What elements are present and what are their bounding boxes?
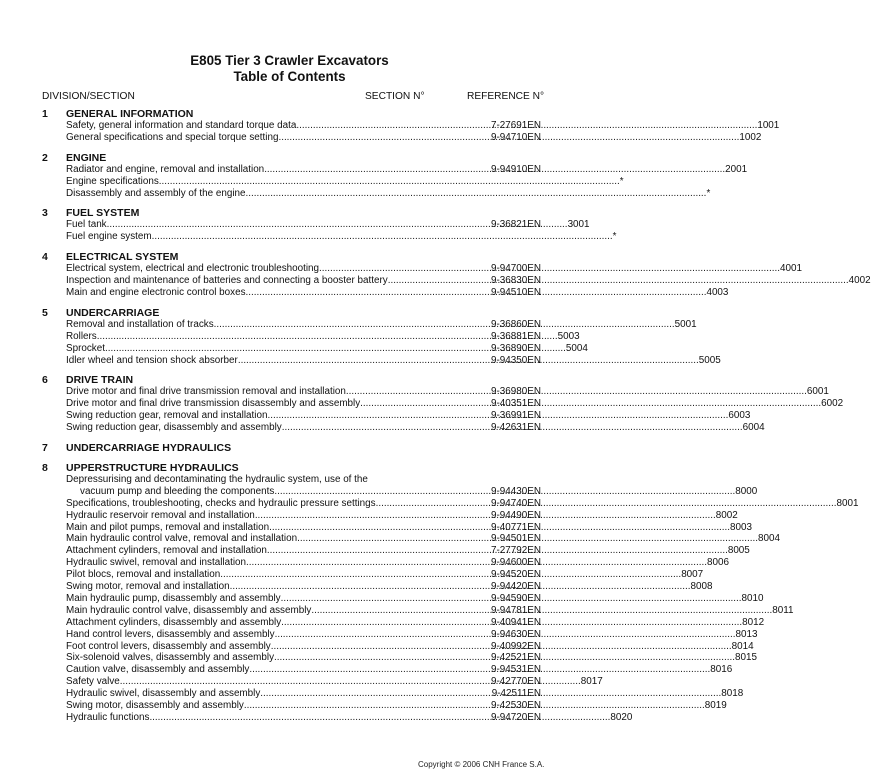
entry-title: Main and pilot pumps, removal and installation — [66, 521, 270, 533]
toc-entry — [0, 318, 697, 331]
toc-entry — [0, 604, 794, 617]
entry-section-number: 8002 — [715, 509, 738, 521]
entry-section-number: 1002 — [739, 131, 762, 143]
toc-entry — [0, 640, 754, 653]
entry-reference-number: 9-36980EN — [491, 386, 541, 398]
toc-entry — [0, 497, 859, 510]
entry-title: Swing motor, disassembly and assembly — [66, 699, 244, 711]
entry-section-number: 8014 — [731, 640, 754, 652]
entry-section-number: 8018 — [721, 688, 744, 700]
entry-section-number: * — [612, 231, 617, 243]
entry-line — [66, 231, 617, 243]
section-number: 1 — [42, 108, 48, 120]
entry-reference-number: 9-40351EN — [491, 398, 541, 410]
section-name: UPPERSTRUCTURE HYDRAULICS — [66, 462, 239, 475]
section-heading — [0, 108, 579, 120]
toc-section — [0, 207, 617, 243]
entry-title: Rollers — [66, 330, 97, 342]
toc-section — [0, 251, 871, 299]
dot-leader — [260, 688, 721, 700]
section-number: 8 — [42, 462, 48, 475]
section-number: 4 — [42, 251, 48, 264]
dot-leader — [246, 188, 707, 200]
section-heading — [0, 207, 579, 219]
toc-entry — [0, 652, 757, 664]
entry-reference-number: 9-94350EN — [491, 354, 541, 366]
entry-reference-number: 7-27691EN — [491, 120, 541, 131]
dot-leader — [214, 319, 675, 331]
entry-reference-number: 9-40941EN — [491, 616, 541, 628]
dot-leader — [388, 275, 849, 287]
toc-entry — [0, 219, 590, 231]
entry-reference-number: 9-94710EN — [491, 131, 541, 143]
entry-title: Main and engine electronic control boxes — [66, 287, 246, 299]
dot-leader — [159, 176, 620, 188]
entry-reference-number: 9-36821EN — [491, 219, 541, 231]
entry-title: Specifications, troubleshooting, checks and hydraulic pressure settings — [66, 497, 376, 509]
toc-entry — [0, 231, 617, 243]
entry-section-number: 6004 — [742, 422, 765, 434]
entry-reference-number: 9-94420EN — [491, 581, 541, 593]
dot-leader — [246, 557, 707, 569]
dot-leader — [249, 664, 710, 676]
toc-entry — [0, 163, 748, 176]
dot-leader — [149, 712, 610, 724]
entry-reference-number: 9-94520EN — [491, 569, 541, 581]
entry-title: Main hydraulic control valve, disassembly and assembly — [66, 604, 312, 616]
toc-entry — [0, 386, 829, 398]
dot-leader — [319, 263, 780, 275]
entry-title: Hydraulic functions — [66, 711, 150, 723]
section-number: 5 — [42, 306, 48, 319]
entry-title: Main hydraulic pump, disassembly and assembly — [66, 592, 281, 604]
entry-section-number: 8004 — [758, 533, 780, 545]
toc-entry — [0, 509, 738, 522]
toc-section — [0, 442, 579, 454]
toc-entry — [0, 581, 713, 593]
entry-reference-number: 9-94700EN — [491, 263, 541, 275]
entry-reference-number: 9-42511EN — [491, 688, 541, 700]
entry-reference-number: 9-94910EN — [491, 163, 541, 175]
entry-section-number: * — [619, 175, 624, 187]
toc-entry — [0, 398, 844, 410]
entry-title: General specifications and special torque setting — [66, 131, 279, 143]
section-name: ELECTRICAL SYSTEM — [66, 251, 179, 264]
document-title — [0, 53, 579, 84]
toc-entry — [0, 628, 758, 641]
entry-section-number: 5005 — [698, 354, 721, 366]
dot-leader — [311, 605, 772, 617]
entry-reference-number: 9-94510EN — [491, 287, 541, 299]
entry-section-number: 8006 — [706, 557, 729, 569]
entry-reference-number: 9-94781EN — [491, 604, 541, 616]
entry-title: Foot control levers, disassembly and assembly — [66, 640, 271, 652]
entry-reference-number: 9-42530EN — [491, 699, 541, 711]
entry-section-number: 1001 — [757, 120, 780, 131]
toc-entry — [0, 287, 729, 299]
entry-section-number: 4003 — [706, 287, 729, 299]
entry-section-number: 8007 — [681, 569, 704, 581]
entry-section-number: 6001 — [806, 386, 829, 398]
toc-entry — [0, 275, 871, 287]
section-name: DRIVE TRAIN — [66, 374, 134, 387]
dot-leader — [97, 331, 558, 343]
toc-section — [0, 151, 748, 200]
toc-entry — [0, 474, 579, 486]
entry-section-number: 8019 — [704, 699, 727, 711]
toc-entry — [0, 131, 762, 144]
toc-entry — [0, 410, 751, 422]
section-number: 2 — [42, 151, 48, 164]
entry-title: Inspection and maintenance of batteries and connecting a booster battery — [66, 275, 388, 287]
toc-entry — [0, 187, 711, 200]
entry-title: Pilot blocs, removal and installation — [66, 569, 221, 581]
entry-title: Fuel tank — [66, 219, 107, 231]
dot-leader — [376, 498, 837, 510]
entry-title: Caution valve, disassembly and assembly — [66, 664, 250, 676]
entry-reference-number: 9-94590EN — [491, 592, 541, 604]
section-heading — [0, 442, 579, 454]
column-header-division: DIVISION/SECTION — [42, 91, 135, 102]
entry-section-number: 5001 — [674, 318, 697, 330]
entry-section-number: 8000 — [735, 485, 758, 497]
entry-reference-number: 9-36890EN — [491, 342, 541, 354]
entry-title: Safety valve — [66, 676, 120, 688]
toc-entry — [0, 342, 588, 355]
entry-reference-number: 9-94430EN — [491, 485, 541, 497]
entry-section-number: 8011 — [772, 604, 794, 616]
toc-entry — [0, 485, 758, 498]
dot-leader — [220, 569, 681, 581]
entry-section-number: 8015 — [734, 652, 757, 664]
toc-entry — [0, 175, 624, 188]
entry-reference-number: 9-42521EN — [491, 652, 541, 664]
entry-title: Six-solenoid valves, disassembly and assembly — [66, 652, 275, 664]
copyright-footer: Copyright © 2006 CNH France S.A. — [418, 760, 545, 769]
entry-line — [66, 175, 624, 188]
dot-leader — [346, 386, 807, 398]
section-number: 3 — [42, 207, 48, 220]
toc-entry — [0, 422, 765, 434]
entry-reference-number: 9-42770EN — [491, 676, 541, 688]
entry-reference-number: 9-94501EN — [491, 533, 541, 545]
toc-entry — [0, 120, 780, 132]
column-header-reference-number: REFERENCE N° — [467, 91, 545, 102]
toc-entry — [0, 533, 780, 545]
section-number: 7 — [42, 442, 48, 455]
entry-title: Electrical system, electrical and electronic troubleshooting — [66, 263, 320, 275]
entry-title: Engine specifications — [66, 175, 159, 187]
dot-leader — [360, 398, 821, 410]
entry-reference-number: 9-40992EN — [491, 640, 541, 652]
entry-title: vacuum pump and bleeding the components — [80, 485, 275, 497]
entry-section-number: 8008 — [690, 581, 713, 593]
entry-reference-number: 9-94490EN — [491, 509, 541, 521]
entry-line — [66, 474, 368, 486]
toc-entry — [0, 592, 764, 605]
entry-title: Disassembly and assembly of the engine — [66, 187, 246, 199]
title-line-1: E805 Tier 3 Crawler Excavators — [190, 53, 389, 68]
entry-reference-number: 9-42631EN — [491, 422, 541, 434]
toc-entry — [0, 263, 802, 275]
entry-reference-number: 9-40771EN — [491, 521, 541, 533]
entry-reference-number: 9-36991EN — [491, 410, 541, 422]
entry-section-number: 4001 — [779, 263, 802, 275]
entry-section-number: 4002 — [848, 275, 871, 287]
entry-line — [66, 187, 711, 200]
entry-reference-number: 9-94630EN — [491, 628, 541, 640]
section-name: UNDERCARRIAGE HYDRAULICS — [66, 442, 232, 455]
entry-title: Swing reduction gear, disassembly and assembly — [66, 422, 282, 434]
entry-title: Sprocket — [66, 342, 105, 354]
section-name: GENERAL INFORMATION — [66, 108, 194, 120]
dot-leader — [246, 287, 707, 299]
entry-section-number: 5004 — [565, 342, 588, 354]
dot-leader — [238, 355, 699, 367]
entry-title: Depressurising and decontaminating the hydraulic system, use of the — [66, 474, 368, 486]
section-heading — [0, 462, 579, 474]
entry-title: Hand control levers, disassembly and assembly — [66, 628, 275, 640]
entry-reference-number: 9-36860EN — [491, 318, 541, 330]
toc-section — [0, 374, 844, 434]
toc-section — [0, 108, 780, 144]
entry-section-number: 8005 — [727, 545, 750, 557]
entry-section-number: 8017 — [580, 676, 603, 688]
entry-title: Attachment cylinders, disassembly and assembly — [66, 616, 282, 628]
toc-section — [0, 462, 859, 724]
section-heading — [0, 251, 579, 263]
toc-entry — [0, 331, 579, 343]
entry-title: Drive motor and final drive transmission disassembly and assembly — [66, 398, 361, 410]
title-line-2: Table of Contents — [233, 68, 346, 84]
entry-title: Fuel engine system — [66, 231, 152, 243]
entry-title: Safety, general information and standard torque data — [66, 120, 297, 131]
section-number: 6 — [42, 374, 48, 387]
toc-entry — [0, 521, 753, 534]
dot-leader — [244, 700, 705, 712]
toc-entry — [0, 676, 603, 688]
toc-entry — [0, 557, 729, 569]
entry-section-number: 6003 — [728, 410, 751, 422]
entry-title: Idler wheel and tension shock absorber — [66, 354, 238, 366]
entry-title: Swing reduction gear, removal and installation — [66, 410, 268, 422]
entry-section-number: 8001 — [836, 497, 859, 509]
entry-title: Hydraulic swivel, disassembly and assembly — [66, 688, 261, 700]
entry-title: Radiator and engine, removal and installation — [66, 163, 265, 175]
toc-entry — [0, 545, 750, 557]
dot-leader — [230, 581, 691, 593]
toc-entry — [0, 711, 633, 724]
entry-section-number: 8020 — [610, 711, 633, 723]
entry-section-number: 8016 — [710, 664, 733, 676]
toc-entry — [0, 699, 727, 712]
entry-reference-number: 9-36830EN — [491, 275, 541, 287]
toc-entry — [0, 664, 733, 676]
entry-reference-number: 9-94740EN — [491, 497, 541, 509]
toc-entry — [0, 354, 721, 367]
entry-reference-number: 9-94600EN — [491, 557, 541, 569]
entry-reference-number: 9-94531EN — [491, 664, 541, 676]
section-name: UNDERCARRIAGE — [66, 306, 160, 319]
toc-entry — [0, 616, 765, 629]
entry-section-number: 8010 — [741, 592, 764, 604]
toc-entry — [0, 688, 744, 700]
entry-section-number: 5003 — [557, 330, 580, 342]
entry-title: Hydraulic swivel, removal and installation — [66, 557, 247, 569]
entry-title: Attachment cylinders, removal and installation — [66, 545, 267, 557]
section-heading — [0, 307, 579, 319]
table-of-contents — [0, 108, 871, 732]
toc-entry — [0, 569, 704, 581]
section-name: FUEL SYSTEM — [66, 207, 140, 220]
entry-title: Hydraulic reservoir removal and installation — [66, 509, 255, 521]
entry-section-number: 8003 — [730, 521, 753, 533]
toc-section — [0, 306, 721, 367]
dot-leader — [255, 510, 716, 522]
dot-leader — [152, 231, 613, 243]
entry-reference-number: 9-36881EN — [491, 330, 541, 342]
entry-section-number: 8013 — [735, 628, 758, 640]
entry-section-number: 3001 — [567, 219, 590, 231]
section-heading — [0, 152, 579, 164]
entry-section-number: 6002 — [821, 398, 844, 410]
entry-title: Drive motor and final drive transmission removal and installation — [66, 386, 346, 398]
section-name: ENGINE — [66, 151, 107, 164]
entry-section-number: 8012 — [742, 616, 765, 628]
entry-section-number: 2001 — [725, 163, 748, 175]
entry-reference-number: 9-94720EN — [491, 711, 541, 723]
entry-reference-number: 7-27792EN — [491, 545, 541, 557]
entry-section-number: * — [706, 187, 711, 199]
section-heading — [0, 374, 579, 386]
column-header-section-number: SECTION N° — [365, 91, 425, 102]
entry-title: Main hydraulic control valve, removal and installation — [66, 533, 298, 545]
entry-title: Swing motor, removal and installation — [66, 581, 230, 593]
entry-title: Removal and installation of tracks — [66, 318, 214, 330]
